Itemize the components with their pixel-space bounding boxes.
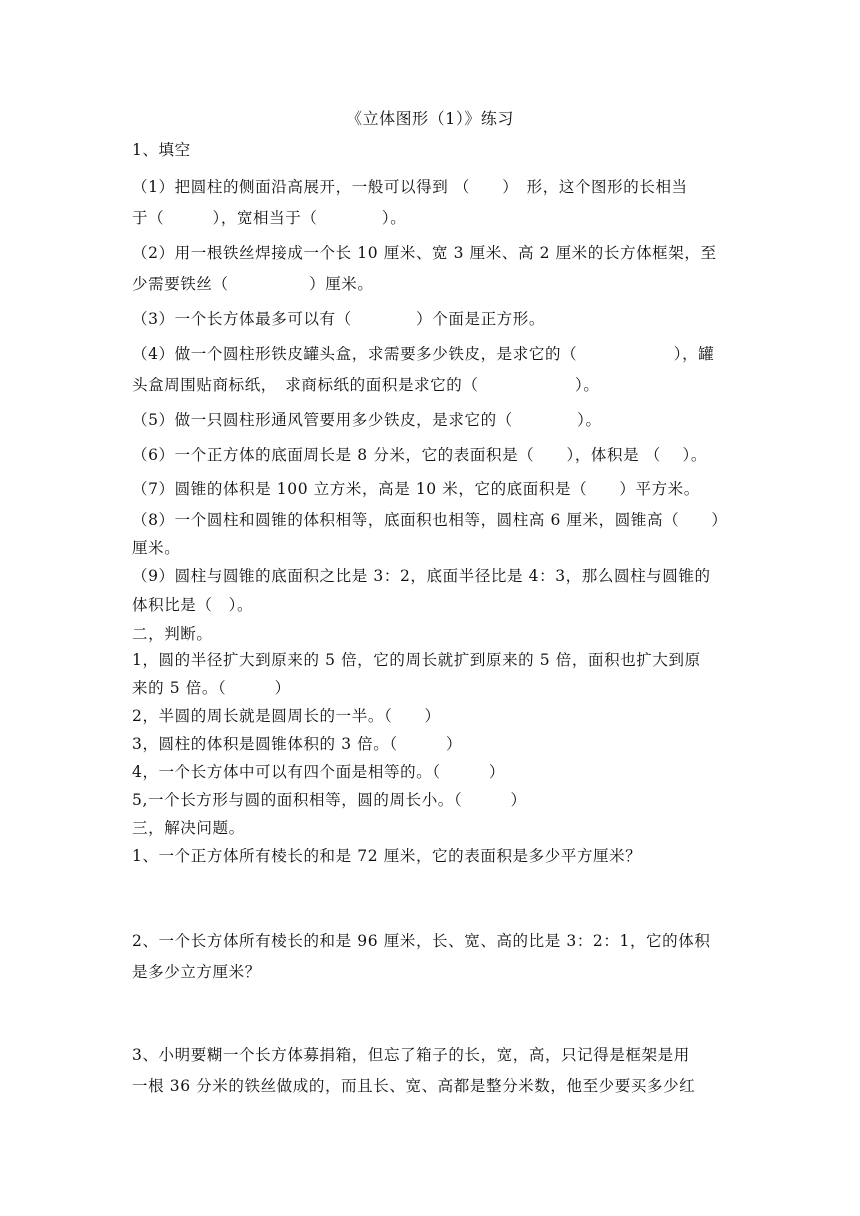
text-line: 于（ ），宽相当于（ ）。 xyxy=(132,209,407,227)
text-line: （6）一个正方体的底面周长是 8 分米，它的表面积是（ ），体积是 （ ）。 xyxy=(132,446,707,464)
text-line: （3）一个长方体最多可以有（ ）个面是正方形。 xyxy=(132,310,545,328)
text-line: 少需要铁丝（ ）厘米。 xyxy=(132,275,374,293)
text-line: 4，一个长方体中可以有四个面是相等的。（ ） xyxy=(132,763,506,781)
text-line: 是多少立方厘米？ xyxy=(132,963,261,981)
text-line: 体积比是（ ）。 xyxy=(132,596,254,614)
text-line: 三，解决问题。 xyxy=(132,819,245,837)
text-line: 2，半圆的周长就是圆周长的一半。（ ） xyxy=(132,707,441,725)
text-line: 5,一个长方形与圆的面积相等，圆的周长小。（ ） xyxy=(132,791,527,809)
text-line: 二，判断。 xyxy=(132,625,213,643)
text-line: 来的 5 倍。（ ） xyxy=(132,679,291,697)
text-line: （5）做一只圆柱形通风管要用多少铁皮，是求它的（ ）。 xyxy=(132,411,602,429)
text-line: 3、小明要糊一个长方体募捐箱，但忘了箱子的长，宽，高，只记得是框架是用 xyxy=(132,1046,690,1064)
text-line: 2、一个长方体所有棱长的和是 96 厘米，长、宽、高的比是 3：2：1，它的体积 xyxy=(132,932,711,950)
text-line: 一根 36 分米的铁丝做成的，而且长、宽、高都是整分米数，他至少要买多少红 xyxy=(132,1077,696,1095)
text-line: （4）做一个圆柱形铁皮罐头盒，求需要多少铁皮，是求它的（ ），罐 xyxy=(132,345,715,363)
text-line: 3，圆柱的体积是圆锥体积的 3 倍。（ ） xyxy=(132,735,463,753)
text-line: 1，圆的半径扩大到原来的 5 倍，它的周长就扩到原来的 5 倍，面积也扩大到原 xyxy=(132,651,701,669)
page-title: 《立体图形（1）》练习 xyxy=(346,109,514,128)
text-line: （2）用一根铁丝焊接成一个长 10 厘米、宽 3 厘米、高 2 厘米的长方体框架，至 xyxy=(132,244,717,262)
text-line: 1、一个正方体所有棱长的和是 72 厘米，它的表面积是多少平方厘米？ xyxy=(132,847,642,865)
text-line: 1、填空 xyxy=(132,141,191,159)
text-line: （7）圆锥的体积是 100 立方米，高是 10 米，它的底面积是（ ）平方米。 xyxy=(132,480,700,498)
text-line: （9）圆柱与圆锥的底面积之比是 3：2，底面半径比是 4：3，那么圆柱与圆锥的 xyxy=(132,567,711,585)
text-line: 头盒周围贴商标纸， 求商标纸的面积是求它的（ ）。 xyxy=(132,376,600,394)
text-line: （1）把圆柱的侧面沿高展开，一般可以得到 （ ） 形，这个图形的长相当 xyxy=(132,178,688,196)
text-line: 厘米。 xyxy=(132,539,181,557)
text-line: （8）一个圆柱和圆锥的体积相等，底面积也相等，圆柱高 6 厘米，圆锥高（ ） xyxy=(132,511,728,529)
